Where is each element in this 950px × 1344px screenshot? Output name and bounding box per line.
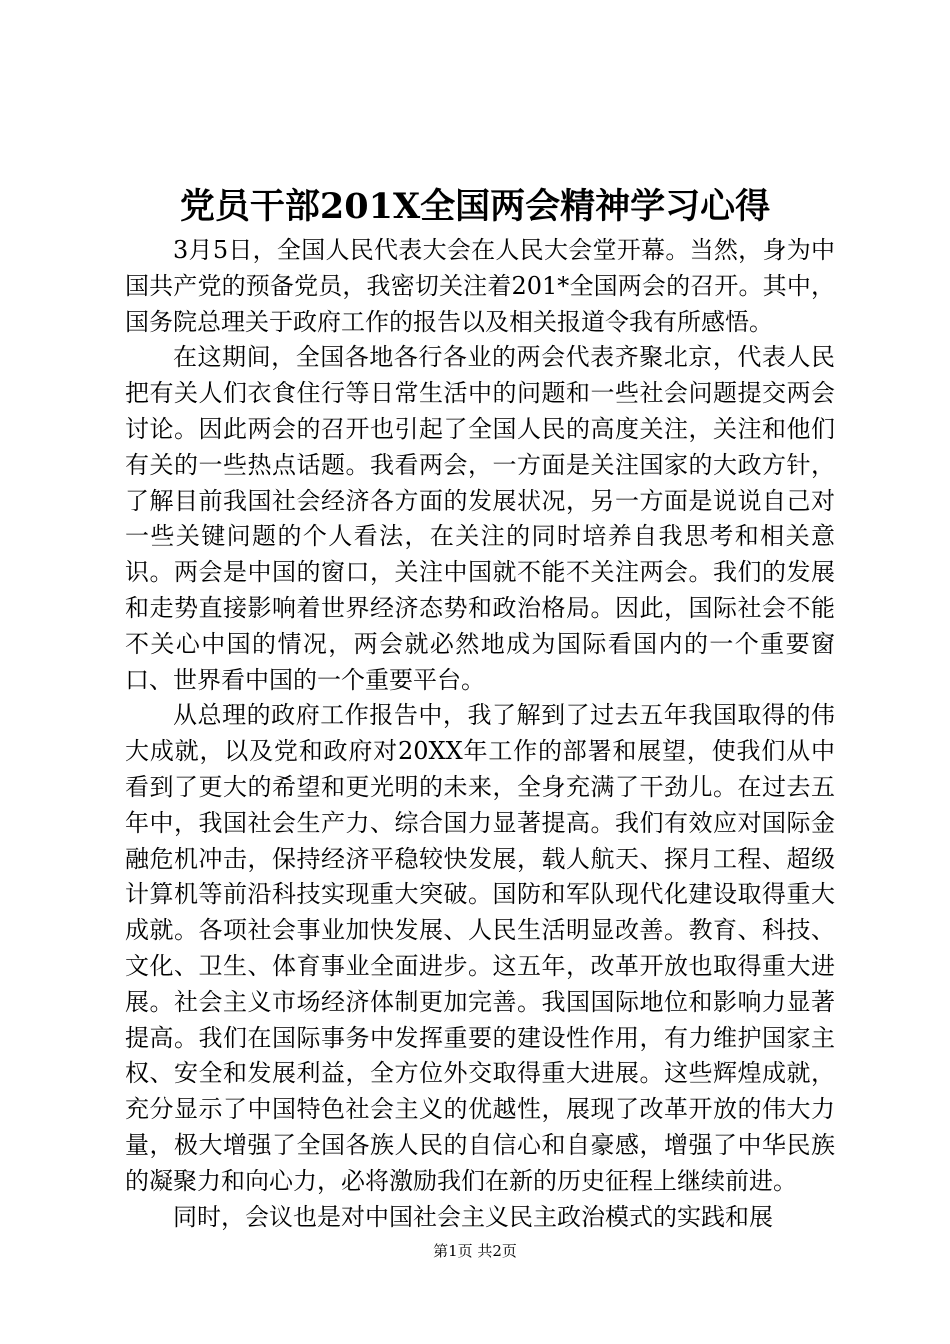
paragraph: 同时，会议也是对中国社会主义民主政治模式的实践和展 (173, 1202, 773, 1231)
paragraph: 3月5日，全国人民代表大会在人民大会堂开幕。当然，身为中国共产党的预备党员，我密切关注着201*全国两会的召开。其中，国务院总理关于政府工作的报告以及相关报道令我有所感悟。 (125, 236, 835, 336)
document-title: 党员干部201X全国两会精神学习心得 (179, 186, 771, 227)
paragraph: 在这期间，全国各地各行各业的两会代表齐聚北京，代表人民把有关人们衣食住行等日常生活中的问题和一些社会问题提交两会讨论。因此两会的召开也引起了全国人民的高度关注，关注和他们有关的一些热点话题。我看两会，一方面是关注国家的大政方针，了解目前我国社会经济各方面的发展状况，另一方面是说说自己对一些关键问题的个人看法，在关注的同时培养自我思考和相关意识。两会是中国的窗口，关注中国就不能不关注两会。我们的发展和走势直接影响着世界经济态势和政治格局。因此，国际社会不能不关心中国的情况，两会就必然地成为国际看国内的一个重要窗口、世界看中国的一个重要平台。 (125, 343, 835, 694)
document-body (125, 233, 835, 1235)
paragraph: 从总理的政府工作报告中，我了解到了过去五年我国取得的伟大成就，以及党和政府对20XX年工作的部署和展望，使我们从中看到了更大的希望和更光明的未来，全身充满了干劲儿。在过去五年中，我国社会生产力、综合国力显著提高。我们有效应对国际金融危机冲击，保持经济平稳较快发展，载人航天、探月工程、超级计算机等前沿科技实现重大突破。国防和军队现代化建设取得重大成就。各项社会事业加快发展、人民生活明显改善。教育、科技、文化、卫生、体育事业全面进步。这五年，改革开放也取得重大进展。社会主义市场经济体制更加完善。我国国际地位和影响力显著提高。我们在国际事务中发挥重要的建设性作用，有力维护国家主权、安全和发展利益，全方位外交取得重大进展。这些辉煌成就，充分显示了中国特色社会主义的优越性，展现了改革开放的伟大力量，极大增强了全国各族人民的自信心和自豪感，增强了中华民族的凝聚力和向心力，必将激励我们在新的历史征程上继续前进。 (125, 701, 835, 1195)
page-number-footer: 第1页 共2页 (433, 1242, 517, 1260)
